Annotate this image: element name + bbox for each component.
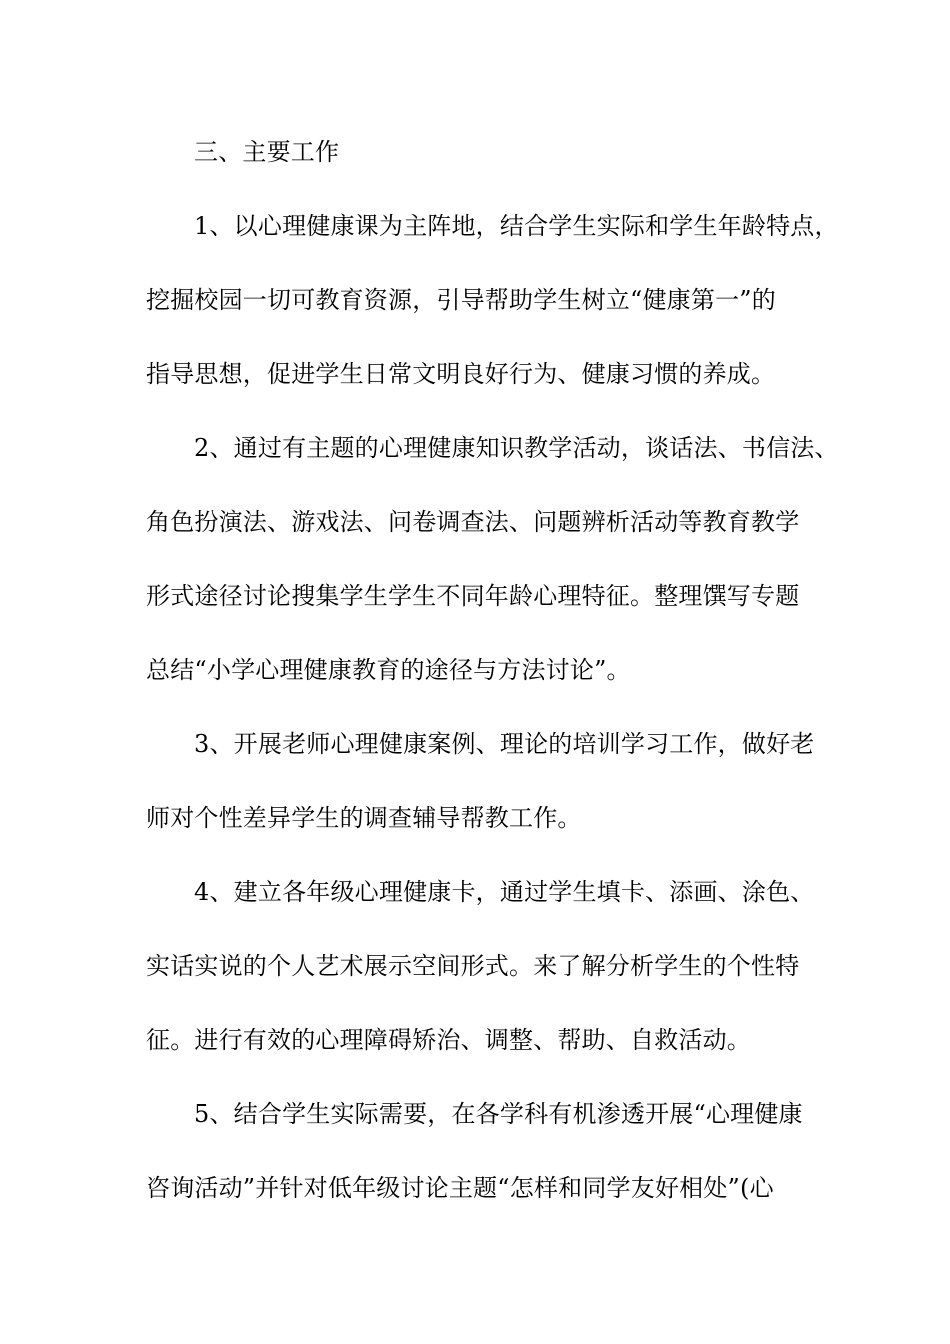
paragraph-line: 挖掘校园一切可教育资源，引导帮助学生树立“健康第一”的 bbox=[146, 286, 776, 314]
paragraph-line: 实话实说的个人艺术展示空间形式。来了解分析学生的个性特 bbox=[146, 952, 800, 980]
section-heading: 三、主要工作 bbox=[194, 138, 340, 166]
paragraph-line: 2、通过有主题的心理健康知识教学活动，谈话法、书信法、 bbox=[194, 434, 839, 462]
paragraph-line: 师对个性差异学生的调查辅导帮教工作。 bbox=[146, 804, 582, 832]
paragraph-line: 总结“小学心理健康教育的途径与方法讨论”。 bbox=[146, 656, 631, 684]
paragraph-line: 征。进行有效的心理障碍矫治、调整、帮助、自救活动。 bbox=[146, 1026, 751, 1054]
paragraph-line: 咨询活动”并针对低年级讨论主题“怎样和同学友好相处”(心 bbox=[146, 1174, 774, 1202]
paragraph-line: 1、以心理健康课为主阵地，结合学生实际和学生年龄特点， bbox=[194, 212, 839, 240]
paragraph-line: 指导思想，促进学生日常文明良好行为、健康习惯的养成。 bbox=[146, 360, 776, 388]
paragraph-line: 3、开展老师心理健康案例、理论的培训学习工作，做好老 bbox=[194, 730, 815, 758]
paragraph-line: 5、结合学生实际需要，在各学科有机渗透开展“心理健康 bbox=[194, 1100, 803, 1128]
paragraph-line: 形式途径讨论搜集学生学生不同年龄心理特征。整理馔写专题 bbox=[146, 582, 800, 610]
paragraph-line: 4、建立各年级心理健康卡，通过学生填卡、添画、涂色、 bbox=[194, 878, 815, 906]
paragraph-line: 角色扮演法、游戏法、问卷调查法、问题辨析活动等教育教学 bbox=[146, 508, 800, 536]
